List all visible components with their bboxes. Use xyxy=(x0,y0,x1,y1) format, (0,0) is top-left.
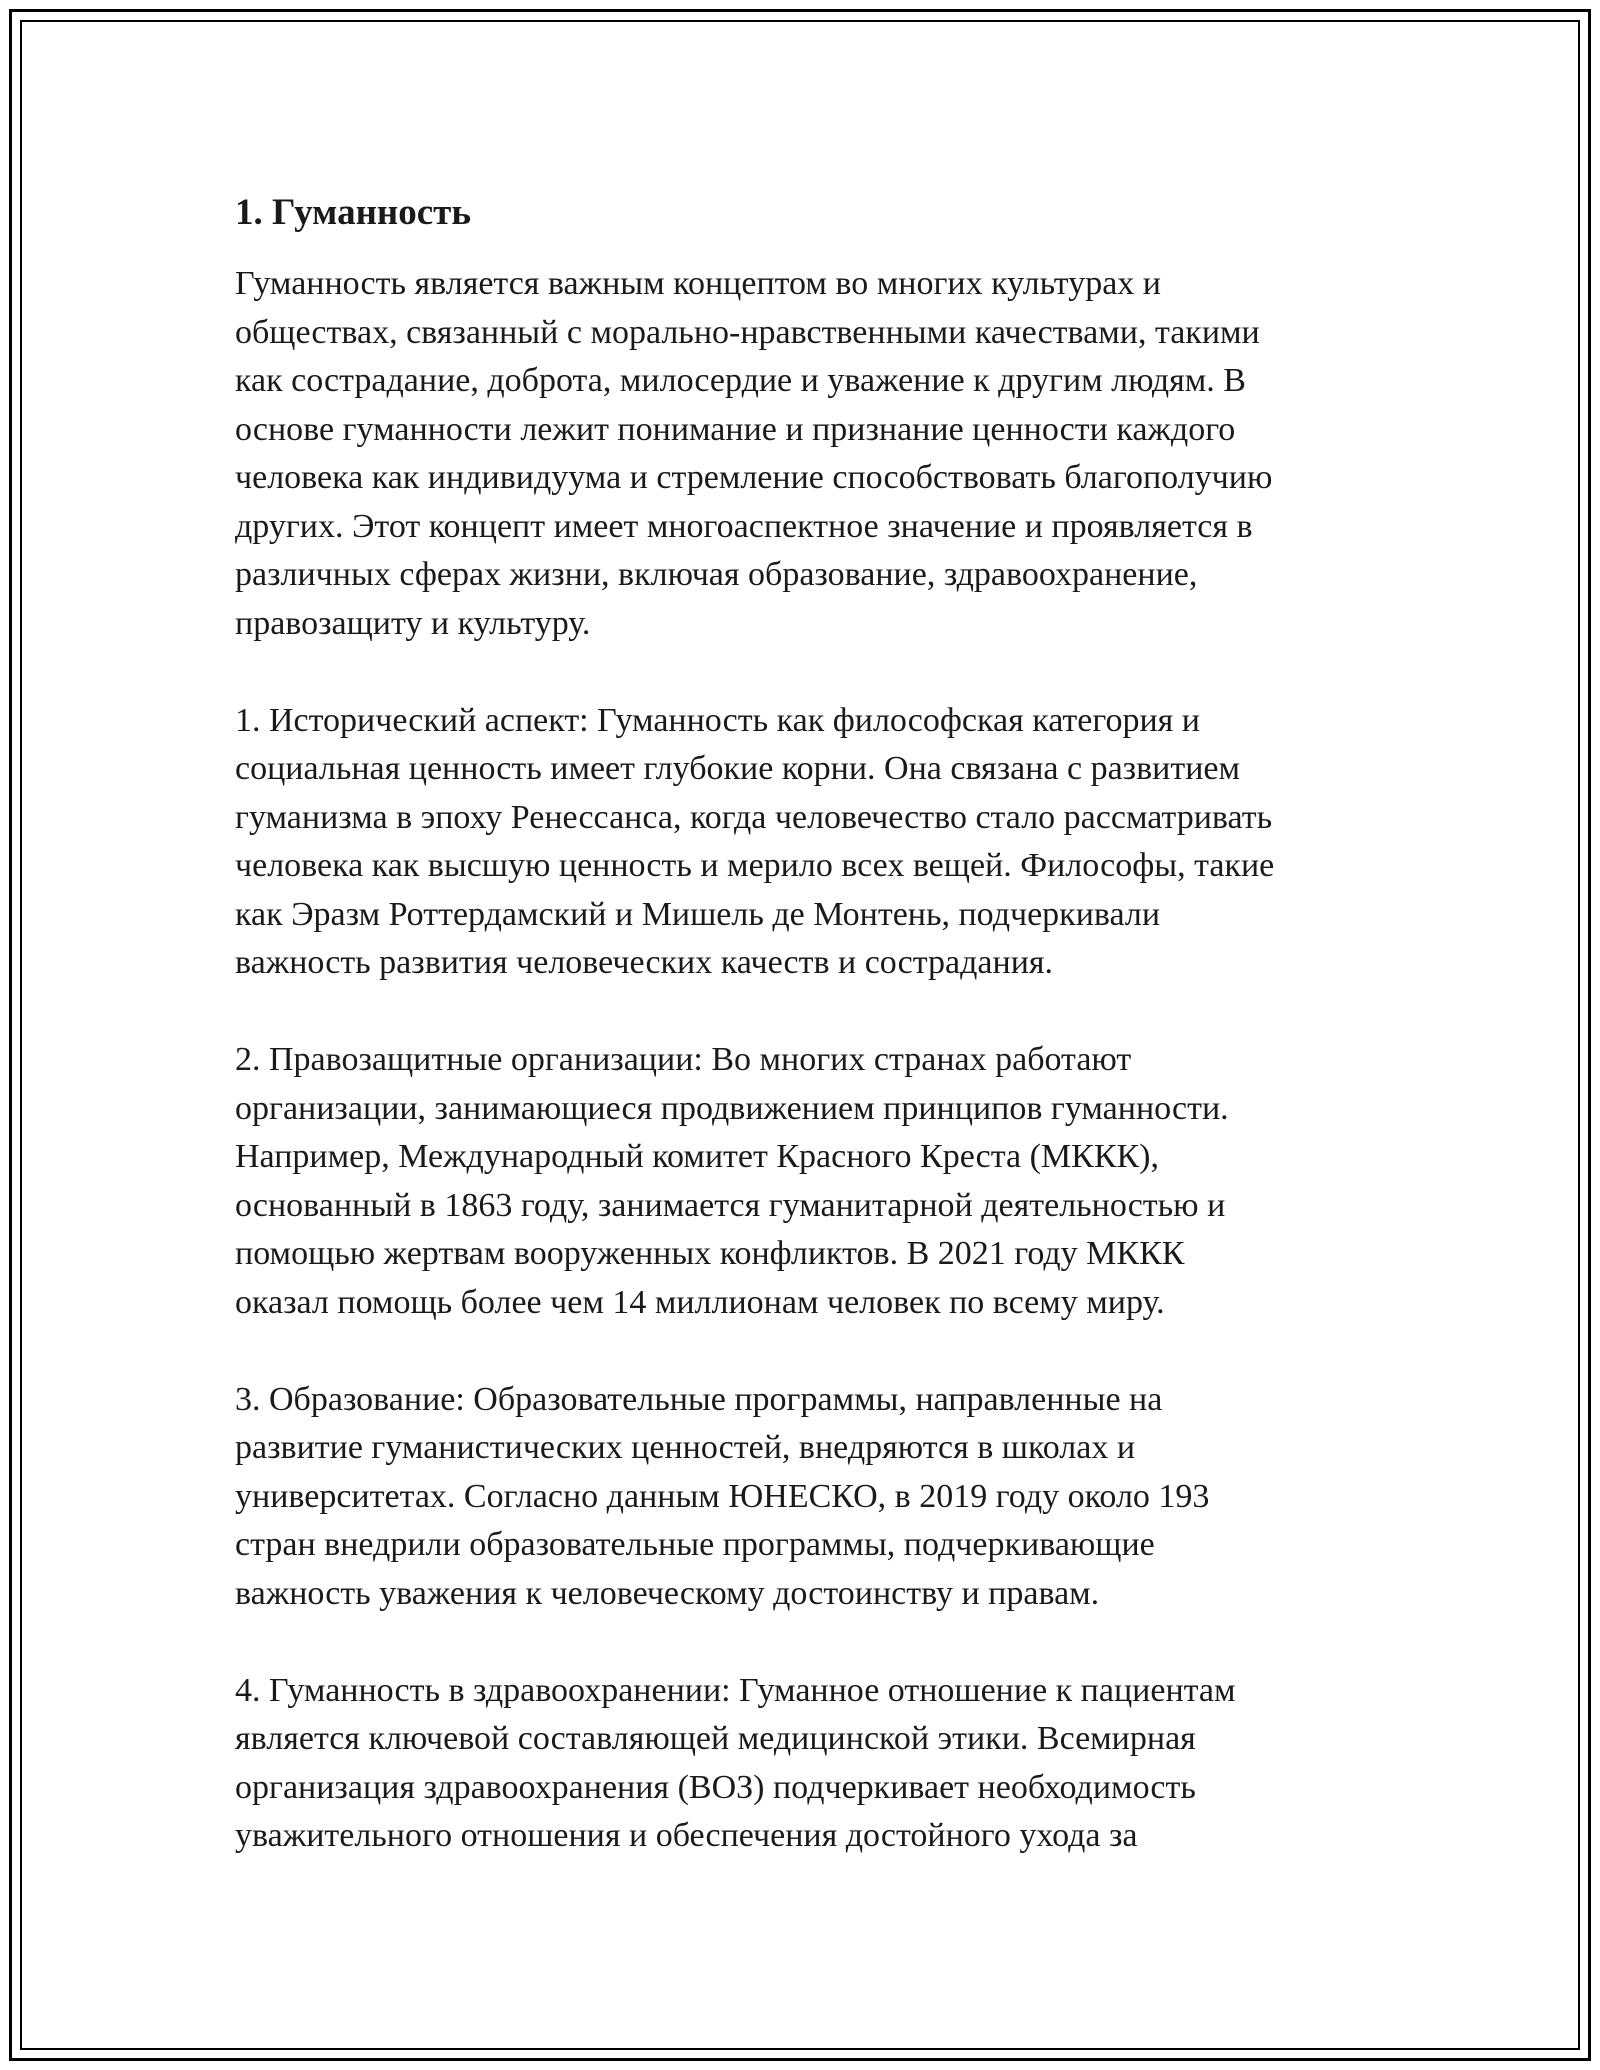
paragraph-historical-aspect: 1. Исторический аспект: Гуманность как философская категория и социальная ценность имеет глубокие корни. Она связана с развитием гуманизма в эпоху Ренессанса, когда человечество стало рассматривать человека как высшую ценность и мерило всех вещей. Философы, такие как Эразм Роттердамский и Мишель де Монтень, подчеркивали важность развития человеческих качеств и сострадания. xyxy=(235,701,1275,981)
section-heading: 1. Гуманность xyxy=(235,192,471,233)
intro-paragraph: Гуманность является важным концептом во многих культурах и обществах, связанный с морально-нравственными качествами, такими как сострадание, доброта, милосердие и уважение к другим людям. В основе гуманности лежит понимание и признание ценности каждого человека как индивидуума и стремление способствовать благополучию других. Этот концепт имеет многоаспектное значение и проявляется в различных сферах жизни, включая образование, здравоохранение, правозащиту и культуру. xyxy=(235,265,1273,642)
paragraph-healthcare: 4. Гуманность в здравоохранении: Гуманное отношение к пациентам является ключевой составляющей медицинской этики. Всемирная организация здравоохранения (ВОЗ) подчеркивает необходимость уважительного отношения и обеспечения достойного ухода за xyxy=(235,1671,1236,1854)
document-body xyxy=(235,188,1395,1861)
paragraph-human-rights-organizations: 2. Правозащитные организации: Во многих странах работают организации, занимающиеся продвижением принципов гуманности. Например, Международный комитет Красного Креста (МККК), основанный в 1863 году, занимается гуманитарной деятельностью и помощью жертвам вооруженных конфликтов. В 2021 году МККК оказал помощь более чем 14 миллионам человек по всему миру. xyxy=(235,1041,1229,1321)
paragraph-education: 3. Образование: Образовательные программы, направленные на развитие гуманистических ценностей, внедряются в школах и университетах. Согласно данным ЮНЕСКО, в 2019 году около 193 стран внедрили образовательные программы, подчеркивающие важность уважения к человеческому достоинству и правам. xyxy=(235,1380,1210,1612)
